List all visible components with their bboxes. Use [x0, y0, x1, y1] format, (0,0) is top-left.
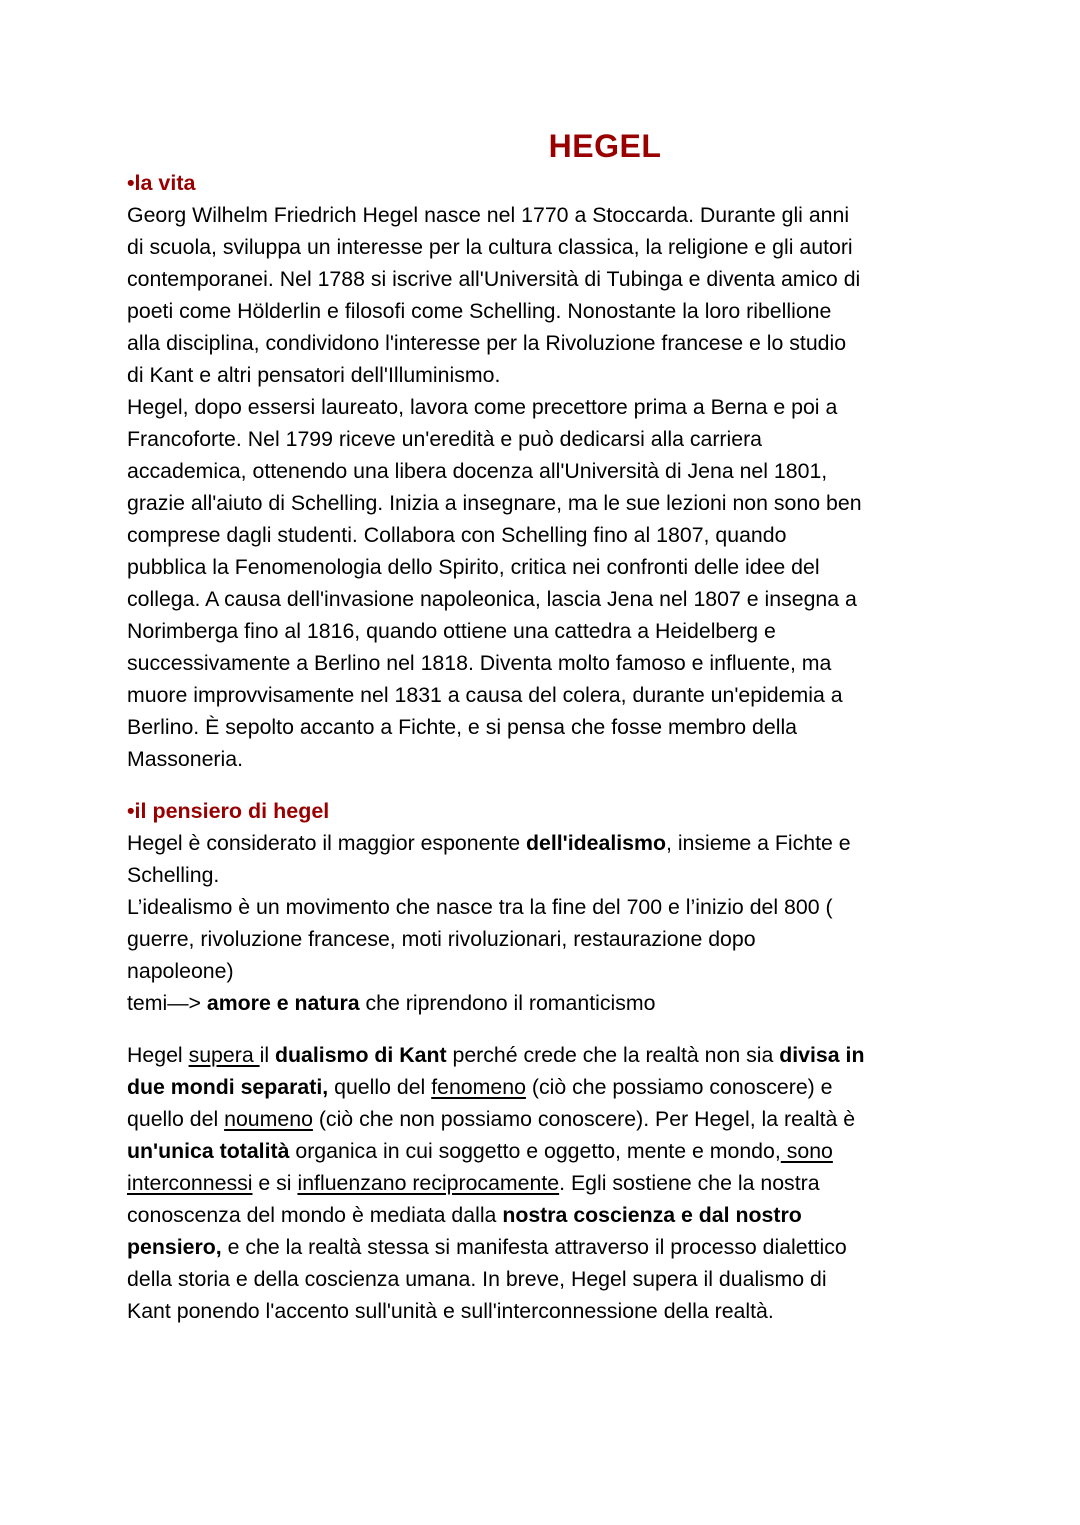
- text-run: Hegel, dopo essersi laureato, lavora come precettore prima a Berna e poi a: [127, 395, 838, 419]
- text-run: Kant ponendo l'accento sull'unità e sull'interconnessione della realtà.: [127, 1299, 774, 1323]
- underlined-text: fenomeno: [431, 1075, 526, 1099]
- text-line: [127, 955, 953, 987]
- text-line: [127, 199, 953, 231]
- text-run: , insieme a Fichte e: [665, 831, 851, 855]
- text-line: [127, 1231, 953, 1263]
- text-run: Hegel è considerato il maggior esponente: [127, 831, 526, 855]
- text-line: [127, 327, 953, 359]
- section-2: [127, 795, 953, 1019]
- text-run: Georg Wilhelm Friedrich Hegel nasce nel 1770 a Stoccarda. Durante gli anni: [127, 203, 850, 227]
- text-line: [127, 1135, 953, 1167]
- text-run: contemporanei. Nel 1788 si iscrive all'Università di Tubinga e diventa amico di: [127, 267, 861, 291]
- text-line: [127, 1295, 953, 1327]
- text-line: [127, 923, 953, 955]
- bold-text: pensiero,: [127, 1235, 222, 1259]
- text-line: [127, 679, 953, 711]
- bold-text: dualismo di Kant: [275, 1043, 447, 1067]
- text-run: Massoneria.: [127, 747, 243, 771]
- text-line: [127, 551, 953, 583]
- text-run: Berlino. È sepolto accanto a Fichte, e si pensa che fosse membro della: [127, 715, 798, 739]
- underlined-text: interconnessi: [127, 1171, 253, 1195]
- text-run: comprese dagli studenti. Collabora con Schelling fino al 1807, quando: [127, 523, 787, 547]
- text-run: di scuola, sviluppa un interesse per la cultura classica, la religione e gli autori: [127, 235, 853, 259]
- text-run: guerre, rivoluzione francese, moti rivoluzionari, restaurazione dopo: [127, 927, 756, 951]
- text-run: napoleone): [127, 959, 234, 983]
- text-run: (ciò che non possiamo conoscere). Per Hegel, la realtà è: [312, 1107, 856, 1131]
- section-1: [127, 167, 953, 775]
- text-run: Francoforte. Nel 1799 riceve un'eredità e può dedicarsi alla carriera: [127, 427, 763, 451]
- text-line: [127, 1103, 953, 1135]
- text-line: [127, 263, 953, 295]
- text-run: grazie all'aiuto di Schelling. Inizia a insegnare, ma le sue lezioni non sono ben: [127, 491, 862, 515]
- text-line: [127, 423, 953, 455]
- text-run: e che la realtà stessa si manifesta attraverso il processo dialettico: [221, 1235, 847, 1259]
- text-line: [127, 231, 953, 263]
- underlined-text: sono: [780, 1139, 833, 1163]
- text-line: [127, 827, 953, 859]
- text-line: [127, 1167, 953, 1199]
- text-run: successivamente a Berlino nel 1818. Diventa molto famoso e influente, ma: [127, 651, 832, 675]
- text-run: e si: [252, 1171, 298, 1195]
- text-line: [127, 391, 953, 423]
- document-body: [127, 167, 953, 1327]
- text-line: [127, 987, 953, 1019]
- bold-text: amore e natura: [206, 991, 360, 1015]
- text-line: [127, 891, 953, 923]
- text-line: [127, 859, 953, 891]
- text-run: Norimberga fino al 1816, quando ottiene una cattedra a Heidelberg e: [127, 619, 776, 643]
- text-line: [127, 743, 953, 775]
- underlined-text: supera: [188, 1043, 260, 1067]
- bold-text: divisa in: [779, 1043, 865, 1067]
- text-line: [127, 1263, 953, 1295]
- text-run: temi—>: [127, 991, 207, 1015]
- section-heading: •la vita: [127, 171, 196, 195]
- text-line: [127, 647, 953, 679]
- text-run: collega. A causa dell'invasione napoleonica, lascia Jena nel 1807 e insegna a: [127, 587, 857, 611]
- text-run: alla disciplina, condividono l'interesse per la Rivoluzione francese e lo studio: [127, 331, 847, 355]
- text-line: [127, 455, 953, 487]
- text-line: [127, 711, 953, 743]
- text-line: [127, 615, 953, 647]
- underlined-text: influenzano reciprocamente: [297, 1171, 560, 1195]
- section-heading: •il pensiero di hegel: [127, 799, 330, 823]
- text-run: muore improvvisamente nel 1831 a causa del colera, durante un'epidemia a: [127, 683, 843, 707]
- text-run: perché crede che la realtà non sia: [446, 1043, 780, 1067]
- text-line: [127, 519, 953, 551]
- bold-text: due mondi separati,: [127, 1075, 329, 1099]
- text-line: [127, 359, 953, 391]
- text-run: accademica, ottenendo una libera docenza all'Università di Jena nel 1801,: [127, 459, 828, 483]
- text-run: L’idealismo è un movimento che nasce tra la fine del 700 e l’inizio del 800 (: [127, 895, 833, 919]
- bold-text: dell'idealismo: [525, 831, 666, 855]
- text-line: [127, 1071, 953, 1103]
- text-line: [127, 487, 953, 519]
- text-run: che riprendono il romanticismo: [359, 991, 656, 1015]
- text-run: di Kant e altri pensatori dell'Illuminismo.: [127, 363, 501, 387]
- text-run: Hegel: [127, 1043, 189, 1067]
- text-run: quello del: [127, 1107, 225, 1131]
- bold-text: un'unica totalità: [127, 1139, 290, 1163]
- text-run: Schelling.: [127, 863, 220, 887]
- text-line: [127, 295, 953, 327]
- text-line: [127, 583, 953, 615]
- text-line: [127, 1199, 953, 1231]
- text-run: poeti come Hölderlin e filosofi come Schelling. Nonostante la loro ribellione: [127, 299, 832, 323]
- bold-text: nostra coscienza e dal nostro: [502, 1203, 802, 1227]
- page-title: HEGEL: [548, 128, 662, 164]
- underlined-text: noumeno: [224, 1107, 313, 1131]
- section-3: [127, 1039, 953, 1327]
- text-run: quello del: [328, 1075, 432, 1099]
- text-run: pubblica la Fenomenologia dello Spirito, critica nei confronti delle idee del: [127, 555, 820, 579]
- text-run: (ciò che possiamo conoscere) e: [525, 1075, 833, 1099]
- text-run: della storia e della coscienza umana. In breve, Hegel supera il dualismo di: [127, 1267, 827, 1291]
- text-run: il: [259, 1043, 275, 1067]
- text-run: organica in cui soggetto e oggetto, mente e mondo,: [289, 1139, 781, 1163]
- text-line: [127, 1039, 953, 1071]
- text-run: conoscenza del mondo è mediata dalla: [127, 1203, 503, 1227]
- text-run: . Egli sostiene che la nostra: [559, 1171, 820, 1195]
